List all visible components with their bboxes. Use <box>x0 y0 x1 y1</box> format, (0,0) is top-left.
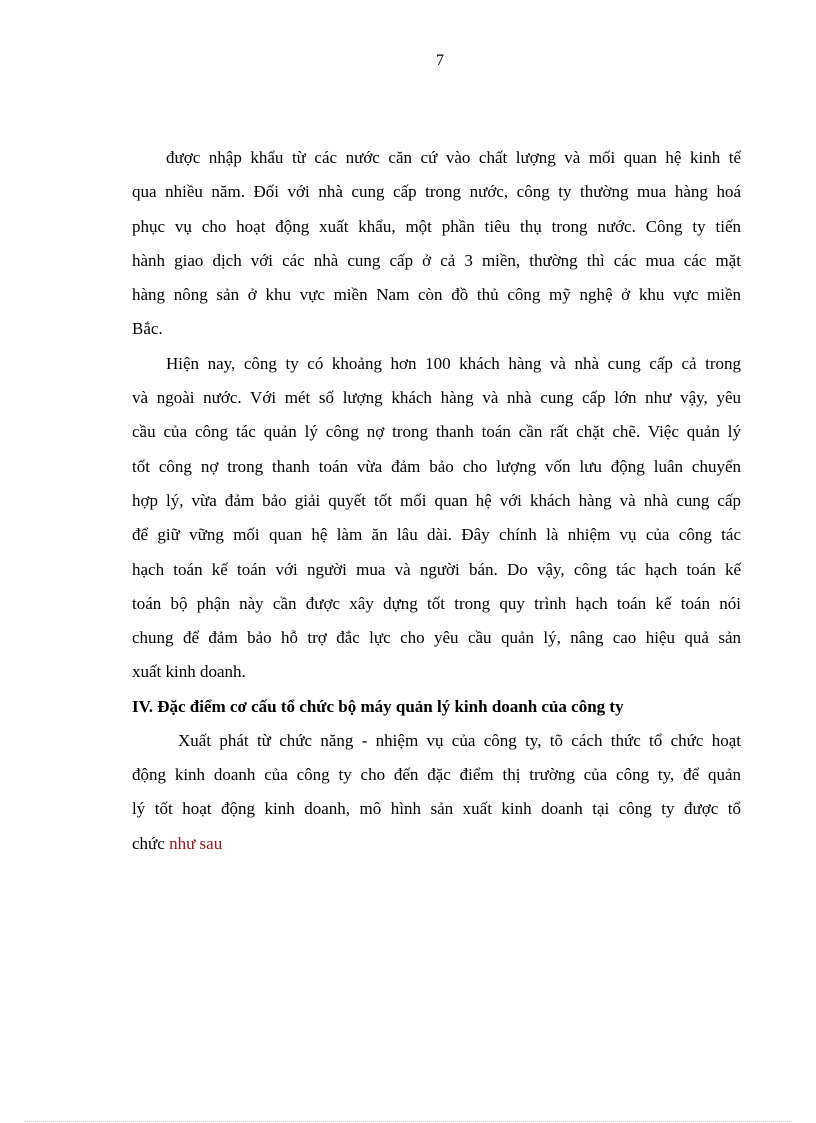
paragraph-line: xuất kinh doanh. <box>132 662 246 682</box>
paragraph-line: và ngoài nước. Với mét số lượng khách hàng và nhà cung cấp lớn như vậy, yêu <box>132 388 741 408</box>
paragraph-line: Xuất phát từ chức năng - nhiệm vụ của công ty, tõ cách thức tổ chức hoạt <box>178 730 741 750</box>
paragraph-line: Hiện nay, công ty có khoảng hơn 100 khách hàng và nhà cung cấp cả trong <box>166 353 741 373</box>
highlighted-text: như sau <box>169 833 223 853</box>
paragraph-line: chung để đảm bảo hỗ trợ đắc lực cho yêu cầu quản lý, nâng cao hiệu quả sản <box>132 628 741 648</box>
paragraph-line: hạch toán kế toán với người mua và người bán. Do vậy, công tác hạch toán kế <box>132 559 741 579</box>
paragraph-line: để giữ vững mối quan hệ làm ăn lâu dài. Đây chính là nhiệm vụ của công tác <box>132 525 741 545</box>
paragraph-line: qua nhiều năm. Đối với nhà cung cấp trong nước, công ty thường mua hàng hoá <box>132 182 741 202</box>
paragraph-debt-management <box>132 347 741 690</box>
paragraph-line: phục vụ cho hoạt động xuất khẩu, một phần tiêu thụ trong nước. Công ty tiến <box>132 216 741 236</box>
paragraph-line: hợp lý, vừa đảm bảo giải quyết tốt mối quan hệ với khách hàng và nhà cung cấp <box>132 490 741 510</box>
section-heading: IV. Đặc điểm cơ cấu tổ chức bộ máy quản lý kinh doanh của công ty <box>132 696 624 716</box>
paragraph-line: cầu của công tác quản lý công nợ trong thanh toán cần rất chặt chẽ. Việc quản lý <box>132 422 741 442</box>
page-bottom-border <box>24 1121 792 1122</box>
paragraph-line: được nhập khẩu từ các nước căn cứ vào chất lượng và mối quan hệ kinh tế <box>166 148 741 167</box>
paragraph-line: Bắc. <box>132 319 163 339</box>
paragraph-suppliers <box>132 141 741 347</box>
paragraph-last-line <box>132 827 741 861</box>
paragraph-line: hành giao dịch với các nhà cung cấp ở cả 3 miền, thường thì các mua các mặt <box>132 250 741 270</box>
document-body <box>132 141 741 861</box>
paragraph-line: hàng nông sản ở khu vực miền Nam còn đồ thủ công mỹ nghệ ở khu vực miền <box>132 285 741 305</box>
paragraph-line: động kinh doanh của công ty cho đến đặc điểm thị trường của công ty, để quản <box>132 765 741 785</box>
paragraph-line: toán bộ phận này cần được xây dựng tốt trong quy trình hạch toán kế toán nói <box>132 593 741 613</box>
paragraph-text: chức <box>132 833 170 853</box>
paragraph-org-structure <box>132 724 741 861</box>
paragraph-line: lý tốt hoạt động kinh doanh, mô hình sản xuất kinh doanh tại công ty được tổ <box>132 799 741 819</box>
paragraph-line: tốt công nợ trong thanh toán vừa đảm bảo cho lượng vốn lưu động luân chuyển <box>132 456 741 476</box>
page-number: 7 <box>436 52 444 69</box>
